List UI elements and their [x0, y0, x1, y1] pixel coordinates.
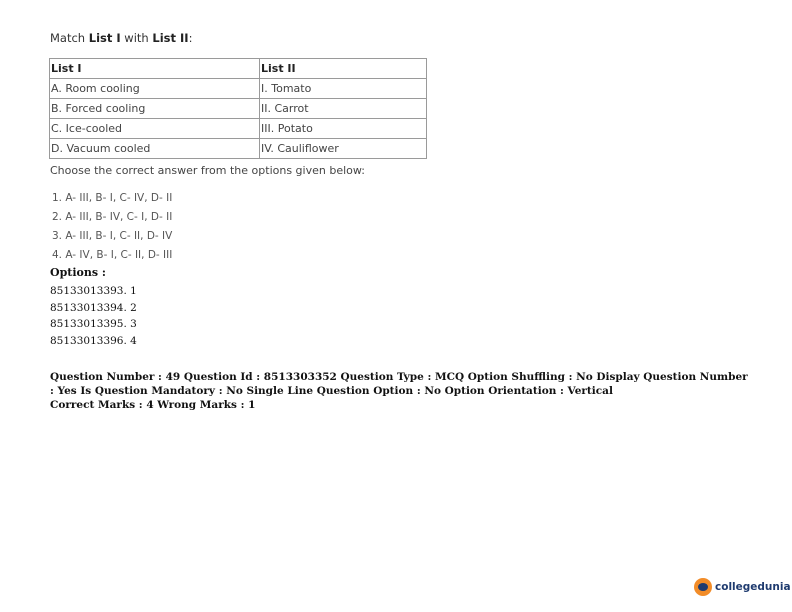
meta-line-1: Question Number : 49 Question Id : 8513303352 Question Type : MCQ Option Shuffling : No Display Question Number : Yes Is Question Mandatory : No Single Line Question Option : No Option Orientation : Vertical [50, 371, 748, 397]
table-header-list2: List II [260, 59, 427, 79]
prompt-list1: List I [88, 31, 121, 45]
meta-line-2: Correct Marks : 4 Wrong Marks : 1 [50, 399, 256, 411]
prompt-with: with [120, 31, 153, 45]
option-ids [50, 283, 137, 349]
table-row [50, 139, 427, 159]
brand-logo [694, 578, 791, 596]
answer-choice: 2. A- III, B- IV, C- I, D- II [52, 211, 173, 223]
prompt-suffix: : [188, 31, 193, 45]
prompt-prefix: Match [50, 31, 89, 45]
table-cell: A. Room cooling [50, 79, 260, 99]
table-row [50, 119, 427, 139]
answer-choice: 3. A- III, B- I, C- II, D- IV [52, 230, 173, 242]
table-row [50, 79, 427, 99]
answer-choice: 4. A- IV, B- I, C- II, D- III [52, 249, 173, 261]
question-meta [50, 370, 750, 412]
prompt-list2: List II [152, 31, 189, 45]
option-id: 85133013393. 1 [50, 285, 137, 297]
table-row [50, 99, 427, 119]
instruction-text: Choose the correct answer from the options given below: [50, 164, 365, 177]
options-heading: Options : [50, 266, 106, 279]
table-cell: IV. Cauliflower [260, 139, 427, 159]
brand-name: collegedunia [715, 581, 791, 593]
brand-icon [694, 578, 712, 596]
answer-choice: 1. A- III, B- I, C- IV, D- II [52, 192, 173, 204]
table-cell: I. Tomato [260, 79, 427, 99]
answer-choices [52, 189, 172, 265]
table-cell: B. Forced cooling [50, 99, 260, 119]
table-cell: D. Vacuum cooled [50, 139, 260, 159]
match-table [49, 58, 427, 159]
option-id: 85133013395. 3 [50, 318, 137, 330]
table-cell: III. Potato [260, 119, 427, 139]
option-id: 85133013394. 2 [50, 301, 137, 314]
question-prompt [50, 31, 192, 45]
table-cell: II. Carrot [260, 99, 427, 119]
table-cell: C. Ice-cooled [50, 119, 260, 139]
table-header-list1: List I [50, 59, 260, 79]
option-id: 85133013396. 4 [50, 334, 137, 347]
table-header-row [50, 59, 427, 79]
